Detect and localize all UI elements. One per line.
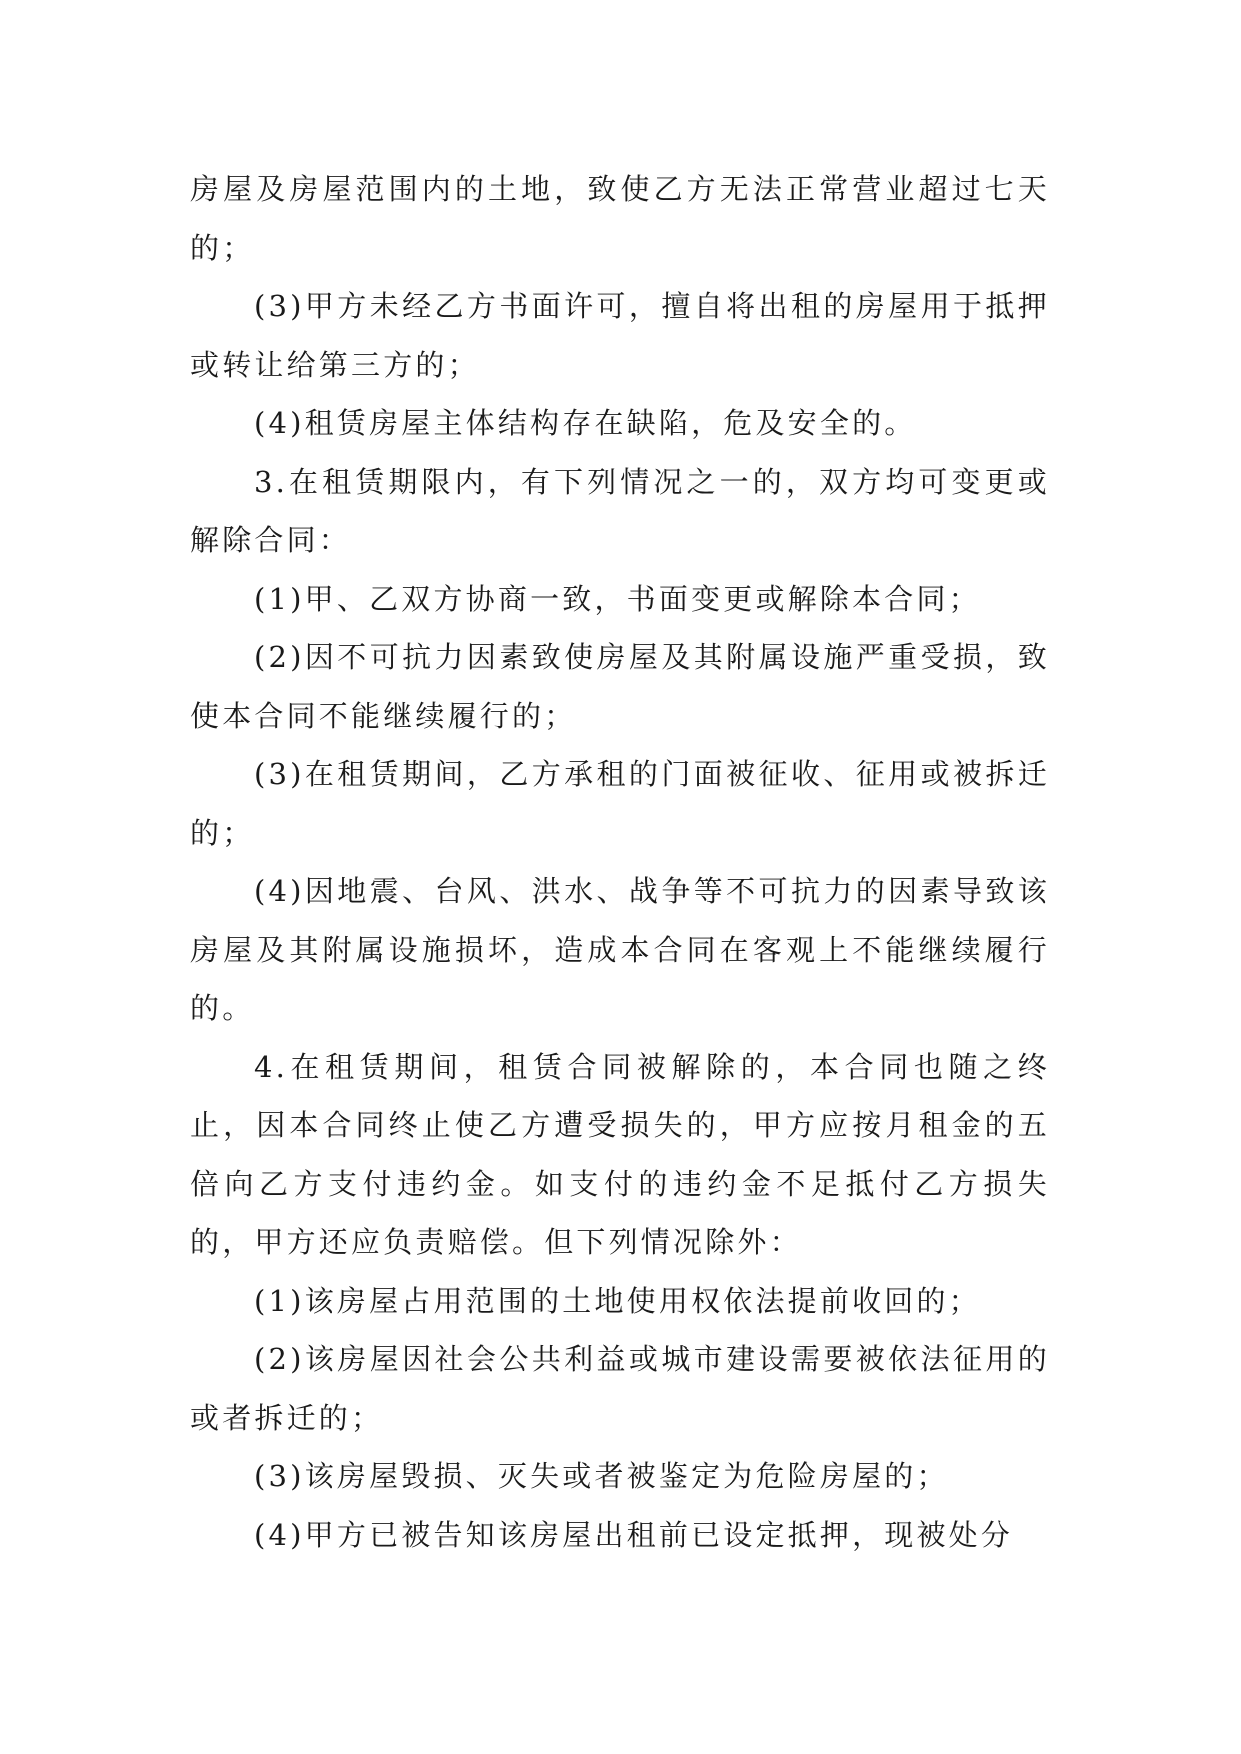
paragraph-continuation: 房屋及房屋范围内的土地，致使乙方无法正常营业超过七天的；	[190, 172, 1050, 265]
paragraph-section-3-item-1: (1)甲、乙双方协商一致，书面变更或解除本合同；	[254, 581, 981, 616]
paragraph-clause-3-mortgage: (3)甲方未经乙方书面许可，擅自将出租的房屋用于抵押或转让给第三方的；	[190, 289, 1050, 382]
paragraph-section-4-item-1: (1)该房屋占用范围的土地使用权依法提前收回的；	[254, 1283, 981, 1318]
paragraph-section-4-item-4: (4)甲方已被告知该房屋出租前已设定抵押，现被处分	[254, 1517, 1014, 1552]
paragraph-section-3-item-4: (4)因地震、台风、洪水、战争等不可抗力的因素导致该房屋及其附属设施损坏，造成本合同在客观上不能继续履行的。	[190, 874, 1050, 1025]
paragraph-section-4-item-3: (3)该房屋毁损、灭失或者被鉴定为危险房屋的；	[254, 1459, 949, 1493]
paragraph-section-3-item-3: (3)在租赁期间，乙方承租的门面被征收、征用或被拆迁的；	[190, 757, 1050, 850]
document-body	[190, 160, 1050, 1564]
paragraph-clause-4-structure: (4)租赁房屋主体结构存在缺陷，危及安全的。	[254, 406, 917, 440]
paragraph-section-4: 4.在租赁期间，租赁合同被解除的，本合同也随之终止，因本合同终止使乙方遭受损失的，甲方应按月租金的五倍向乙方支付违约金。如支付的违约金不足抵付乙方损失的，甲方还应负责赔偿。但下列情况除外：	[190, 1049, 1050, 1259]
paragraph-section-4-item-2: (2)该房屋因社会公共利益或城市建设需要被依法征用的或者拆迁的；	[190, 1342, 1050, 1435]
paragraph-section-3-item-2: (2)因不可抗力因素致使房屋及其附属设施严重受损，致使本合同不能继续履行的；	[190, 640, 1050, 733]
paragraph-section-3: 3.在租赁期限内，有下列情况之一的，双方均可变更或解除合同：	[190, 464, 1050, 557]
